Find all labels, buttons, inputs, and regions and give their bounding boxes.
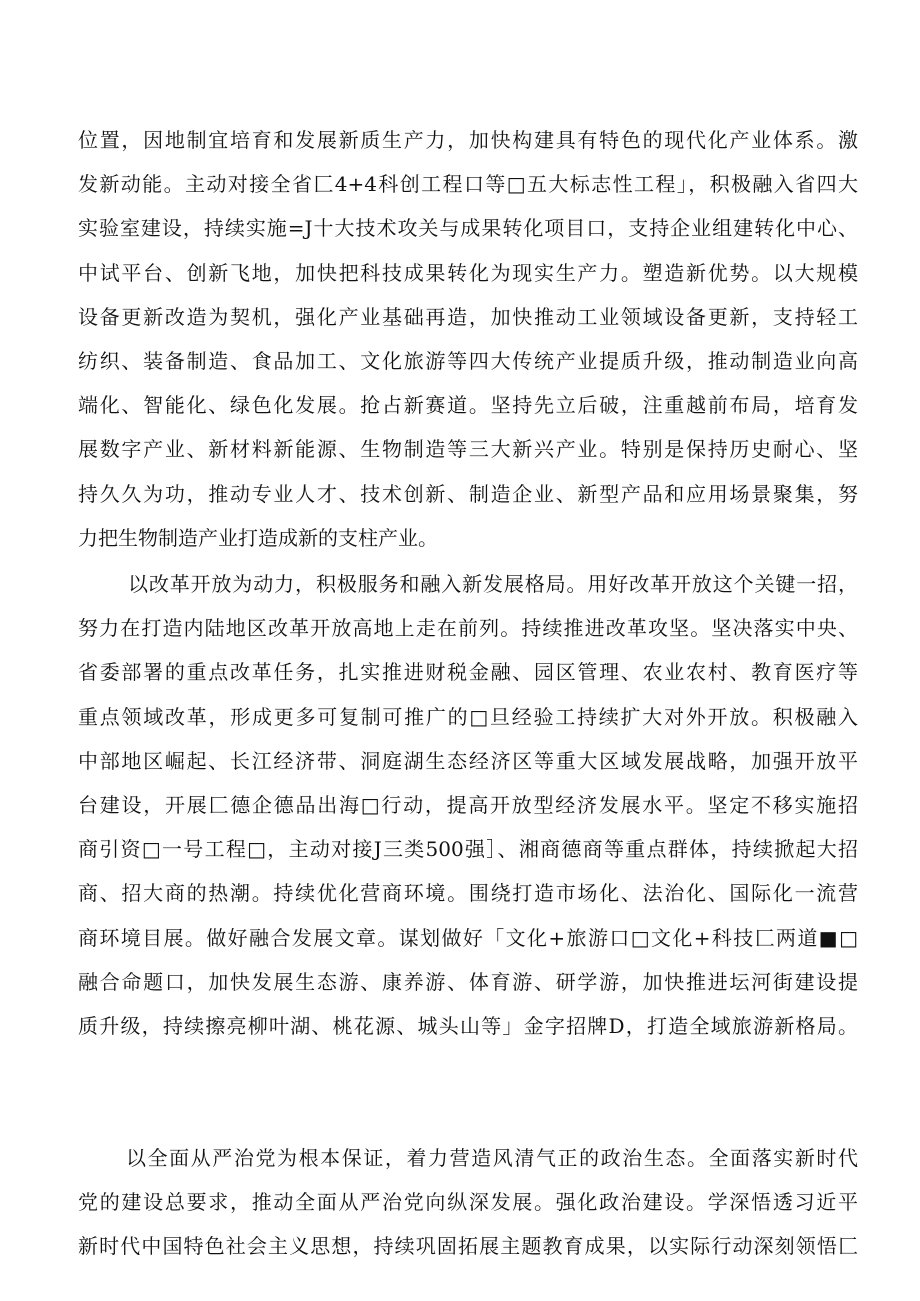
- text-line: 努力在打造内陆地区改革开放高地上走在前列。持续推进改革攻坚。坚决落实中央、: [78, 616, 858, 641]
- paragraph-industry: [78, 118, 858, 560]
- text-line: 发新动能。主动对接全省匚4+4科创工程口等□五大标志性工程」，积极融入省四大: [78, 172, 858, 197]
- text-line: 省委部署的重点改革任务，扎实推进财税金融、园区管理、农业农村、教育医疗等: [78, 660, 858, 685]
- paragraph-party-governance: [78, 1136, 858, 1269]
- paragraph-reform-opening: [78, 562, 858, 1048]
- text-line: 持久久为功，推动专业人才、技术创新、制造企业、新型产品和应用场景聚集，努: [78, 481, 858, 506]
- text-line: 商、招大商的热潮。持续优化营商环境。围绕打造市场化、法治化、国际化一流营: [78, 881, 858, 906]
- text-line: 展数字产业、新材料新能源、生物制造等三大新兴产业。特别是保持历史耐心、坚: [78, 437, 858, 462]
- text-line: 以改革开放为动力，积极服务和融入新发展格局。用好改革开放这个关键一招，: [128, 572, 858, 596]
- text-line: 台建设，开展匚德企德品出海□行动，提高开放型经济发展水平。坚定不移实施招: [78, 792, 858, 817]
- text-line: 端化、智能化、绿色化发展。抢占新赛道。坚持先立后破，注重越前布局，培育发: [78, 393, 858, 418]
- text-line: 位置，因地制宜培育和发展新质生产力，加快构建具有特色的现代化产业体系。激: [78, 128, 858, 152]
- text-line: 纺织、装备制造、食品加工、文化旅游等四大传统产业提质升级，推动制造业向高: [78, 348, 858, 373]
- text-line: 中部地区崛起、长江经济带、洞庭湖生态经济区等重大区域发展战略，加强开放平: [78, 748, 858, 773]
- text-line: 商环境目展。做好融合发展文章。谋划做好「文化+旅游口□文化+科技匚两道■□: [78, 925, 858, 950]
- text-line: 融合命题口，加快发展生态游、康养游、体育游、研学游，加快推进坛河街建设提: [78, 969, 858, 994]
- text-line: 以全面从严治党为根本保证，着力营造风清气正的政治生态。全面落实新时代: [126, 1146, 858, 1170]
- text-line: 党的建设总要求，推动全面从严治党向纵深发展。强化政治建设。学深悟透习近平: [78, 1190, 858, 1215]
- text-line: 商引资□一号工程□，主动对接J三类500强］、湘商德商等重点群体，持续掀起大招: [78, 837, 858, 862]
- text-line: 设备更新改造为契机，强化产业基础再造，加快推动工业领域设备更新，支持轻工: [78, 304, 858, 329]
- text-line: 中试平台、创新飞地，加快把科技成果转化为现实生产力。塑造新优势。以大规模: [78, 260, 858, 285]
- text-line: 重点领域改革，形成更多可复制可推广的□旦经验工持续扩大对外开放。积极融入: [78, 704, 858, 729]
- text-line: 新时代中国特色社会主义思想，持续巩固拓展主题教育成果，以实际行动深刻领悟匚: [78, 1234, 858, 1259]
- text-line: 质升级，持续擦亮柳叶湖、桃花源、城头山等」金字招牌D，打造全域旅游新格局。: [78, 1013, 858, 1038]
- text-line: 实验室建设，持续实施=J十大技术攻关与成果转化项目口，支持企业组建转化中心、: [78, 216, 858, 241]
- text-line: 力把生物制造产业打造成新的支柱产业。: [78, 525, 438, 550]
